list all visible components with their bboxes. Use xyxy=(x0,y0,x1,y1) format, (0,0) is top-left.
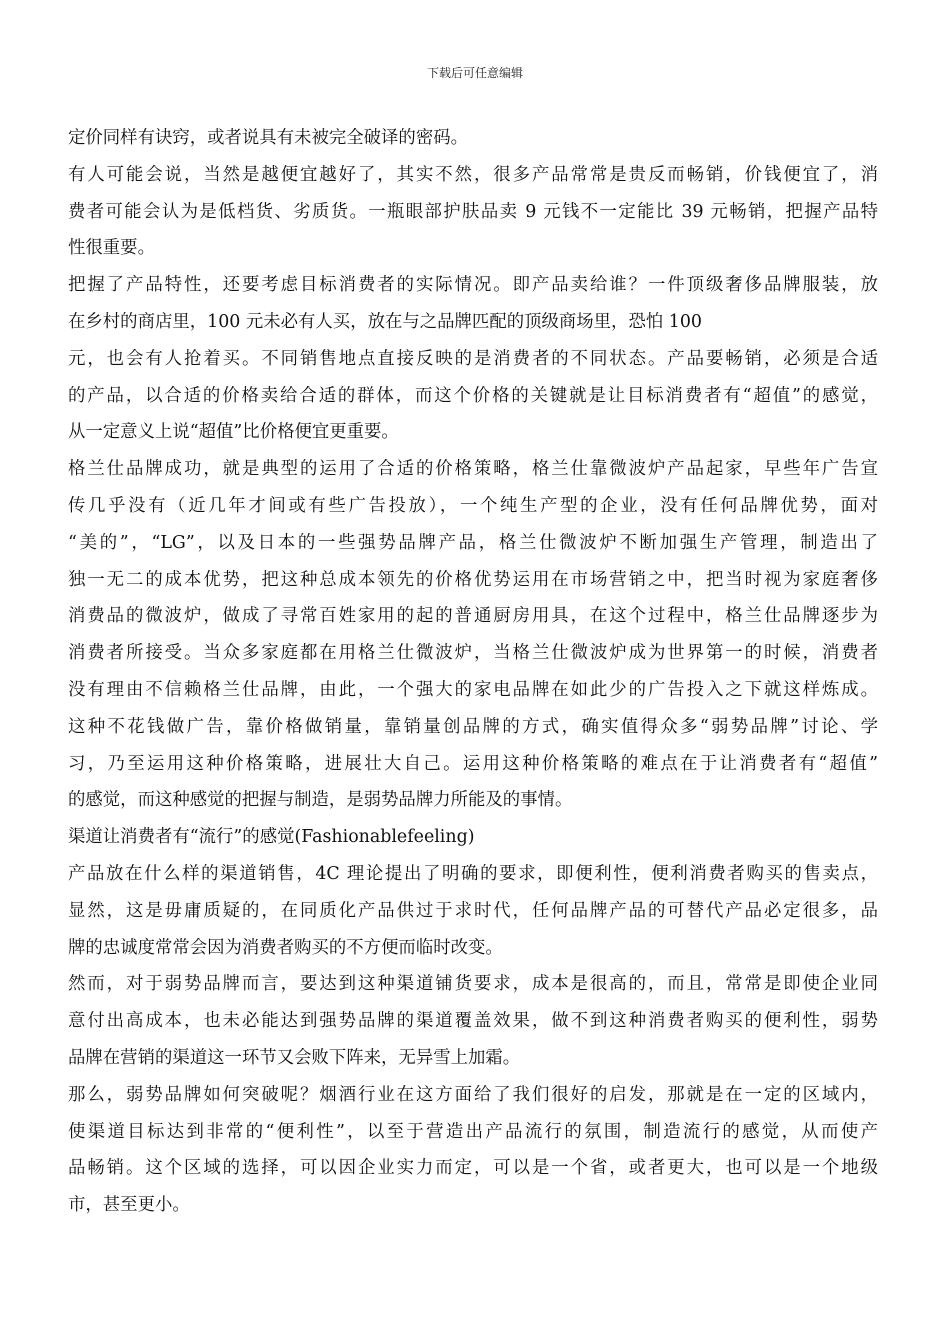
text-line: 定价同样有诀窍，或者说具有未被完全破译的密码。 xyxy=(68,128,468,148)
text-line: 渠道让消费者有“流行”的感觉(Fashionablefeeling) xyxy=(68,827,475,848)
text-line: 习，乃至运用这种价格策略，进展壮大自己。运用这种价格策略的难点在于让消费者有“超值” xyxy=(68,753,878,774)
text-line: 使渠道目标达到非常的“便利性”，以至于营造出产品流行的氛围，制造流行的感觉，从而使产 xyxy=(68,1121,878,1142)
text-line: 然而，对于弱势品牌而言，要达到这种渠道铺货要求，成本是很高的，而且，常常是即使企业同 xyxy=(68,974,878,995)
text-line: 从一定意义上说“超值”比价格便宜更重要。 xyxy=(68,422,399,443)
text-line: 的感觉，而这种感觉的把握与制造，是弱势品牌力所能及的事情。 xyxy=(68,790,573,811)
text-line: 的产品，以合适的价格卖给合适的群体，而这个价格的关键就是让目标消费者有“超值”的感觉， xyxy=(68,385,878,406)
text-line: 产品放在什么样的渠道销售，4C 理论提出了明确的要求，即便利性，便利消费者购买的售卖点， xyxy=(68,863,878,884)
text-line: 品畅销。这个区域的选择，可以因企业实力而定，可以是一个省，或者更大，也可以是一个地级 xyxy=(68,1158,878,1179)
text-line: 那么，弱势品牌如何突破呢？烟酒行业在这方面给了我们很好的启发，那就是在一定的区域内， xyxy=(68,1084,878,1105)
text-line: 意付出高成本，也未必能达到强势品牌的渠道覆盖效果，做不到这种消费者购买的便利性，弱势 xyxy=(68,1011,878,1032)
text-line: 消费品的微波炉，做成了寻常百姓家用的起的普通厨房用具，在这个过程中，格兰仕品牌逐步为 xyxy=(68,606,878,627)
text-line: 把握了产品特性，还要考虑目标消费者的实际情况。即产品卖给谁？一件顶级奢侈品牌服装，放 xyxy=(68,275,878,296)
text-line: 市，甚至更小。 xyxy=(68,1195,190,1216)
text-line: 有人可能会说，当然是越便宜越好了，其实不然，很多产品常常是贵反而畅销，价钱便宜了，消 xyxy=(68,164,878,185)
text-line: 这种不花钱做广告，靠价格做销量，靠销量创品牌的方式，确实值得众多“弱势品牌”讨论、学 xyxy=(68,716,878,737)
text-line: 没有理由不信赖格兰仕品牌，由此，一个强大的家电品牌在如此少的广告投入之下就这样炼成。 xyxy=(68,679,878,700)
text-line: 元，也会有人抢着买。不同销售地点直接反映的是消费者的不同状态。产品要畅销，必须是合适 xyxy=(68,348,878,369)
text-line: 显然，这是毋庸质疑的，在同质化产品供过于求时代，任何品牌产品的可替代产品必定很多，品 xyxy=(68,900,878,921)
text-line: 性很重要。 xyxy=(68,238,155,259)
document-body xyxy=(68,120,878,1224)
text-line: 牌的忠诚度常常会因为消费者购买的不方便而临时改变。 xyxy=(68,937,503,958)
text-line: “美的”，“LG”，以及日本的一些强势品牌产品，格兰仕微波炉不断加强生产管理，制造出了 xyxy=(68,532,878,553)
text-line: 消费者所接受。当众多家庭都在用格兰仕微波炉，当格兰仕微波炉成为世界第一的时候，消费者 xyxy=(68,643,878,664)
text-line: 格兰仕品牌成功，就是典型的运用了合适的价格策略，格兰仕靠微波炉产品起家，早些年广告宣 xyxy=(68,459,878,480)
page-header: 下载后可任意编辑 xyxy=(426,66,523,80)
text-line: 传几乎没有（近几年才间或有些广告投放），一个纯生产型的企业，没有任何品牌优势，面对 xyxy=(68,495,878,516)
text-line: 独一无二的成本优势，把这种总成本领先的价格优势运用在市场营销之中，把当时视为家庭奢侈 xyxy=(68,569,878,590)
text-line: 在乡村的商店里，100 元未必有人买，放在与之品牌匹配的顶级商场里，恐怕 100 xyxy=(68,311,702,332)
text-line: 费者可能会认为是低档货、劣质货。一瓶眼部护肤品卖 9 元钱不一定能比 39 元畅销，把握产品特 xyxy=(68,201,878,222)
text-line: 品牌在营销的渠道这一环节又会败下阵来，无异雪上加霜。 xyxy=(68,1047,521,1068)
